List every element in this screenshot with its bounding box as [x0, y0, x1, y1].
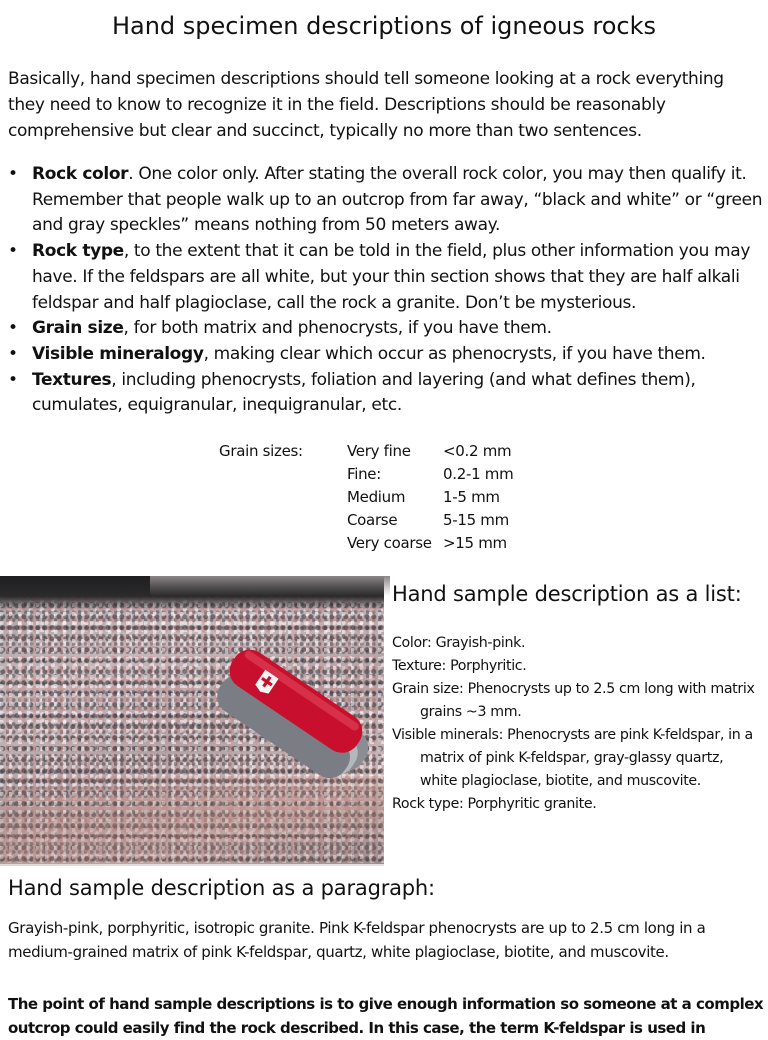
grain-size-range: 0.2-1 mm: [443, 465, 514, 483]
bullet-rock-type: [8, 239, 764, 316]
bullet-term: Rock color: [32, 164, 129, 184]
swiss-army-knife: [0, 576, 384, 864]
bullet-dot: •: [8, 343, 18, 364]
bullet-dot: •: [8, 241, 18, 262]
grain-sizes-table: [347, 440, 513, 555]
grain-size-range: 1-5 mm: [443, 488, 500, 506]
bullet-term: Visible mineralogy: [32, 343, 204, 364]
paragraph-section-heading: Hand sample description as a paragraph:: [8, 876, 435, 900]
intro-paragraph: Basically, hand specimen descriptions should tell someone looking at a rock everything they need to know to recognize it in the field. Descriptions should be reasonably comprehensive but clear and succinct, typically no more than two sentences.: [8, 69, 724, 141]
list-description-row: Color: Grayish-pink.: [392, 635, 526, 651]
grain-size-row: [347, 532, 513, 555]
bullet-grain-size: [8, 316, 764, 342]
grain-size-name: Medium: [347, 488, 406, 506]
grain-size-name: Fine:: [347, 465, 381, 483]
bullet-visible-mineralogy: [8, 342, 764, 368]
list-description-row: Grain size: Phenocrysts up to 2.5 cm long with matrix grains ~3 mm.: [392, 681, 755, 720]
grain-size-range: 5-15 mm: [443, 511, 509, 529]
bullet-text: , including phenocrysts, foliation and layering (and what defines them), cumulates, equigranular, inequigranular, etc.: [32, 369, 696, 416]
bullet-text: . One color only. After stating the overall rock color, you may then qualify it. Remember that people walk up to an outcrop from far away, “black and white” or “green and gray speckles” means nothing from 50 meters away.: [32, 164, 763, 236]
granite-photo: [0, 576, 384, 864]
grain-sizes-label: Grain sizes:: [219, 442, 303, 460]
bullet-term: Rock type: [32, 241, 124, 262]
list-section-heading: Hand sample description as a list:: [392, 582, 742, 606]
page-title: Hand specimen descriptions of igneous rocks: [111, 12, 657, 40]
bullet-text: , for both matrix and phenocrysts, if you have them.: [123, 318, 552, 339]
closing-note: The point of hand sample descriptions is to give enough information so someone at a complex outcrop could easily find the rock described. In this case, the term K-feldspar is used in: [8, 995, 764, 1037]
grain-size-row: [347, 486, 513, 509]
grain-size-row: [347, 509, 513, 532]
grain-size-name: Very coarse: [347, 534, 432, 552]
guideline-list: [8, 162, 764, 419]
bullet-text: , making clear which occur as phenocrysts, if you have them.: [203, 343, 706, 364]
grain-size-name: Coarse: [347, 511, 398, 529]
bullet-dot: •: [8, 318, 18, 339]
bullet-term: Grain size: [32, 318, 124, 339]
grain-size-range: >15 mm: [443, 534, 507, 552]
bullet-textures: [8, 368, 764, 419]
list-description-row: Visible minerals: Phenocrysts are pink K-feldspar, in a matrix of pink K-feldspar, gray-glassy quartz, white plagioclase, biotite, and muscovite.: [392, 727, 753, 789]
bullet-text: , to the extent that it can be told in the field, plus other information you may have. If the feldspars are all white, but your thin section shows that they are half alkali feldspar and half plagioclase, call the rock a granite. Don’t be mysterious.: [32, 241, 751, 313]
bullet-dot: •: [8, 164, 18, 184]
paragraph-description: Grayish-pink, porphyritic, isotropic granite. Pink K-feldspar phenocrysts are up to 2.5 cm long in a medium-grained matrix of pink K-feldspar, quartz, white plagioclase, biotite, and muscovite.: [8, 919, 706, 961]
list-description-row: Texture: Porphyritic.: [392, 658, 527, 674]
grain-size-name: Very fine: [347, 442, 411, 460]
list-description-row: Rock type: Porphyritic granite.: [392, 796, 597, 812]
list-description: [392, 632, 764, 816]
bullet-dot: •: [8, 369, 18, 390]
bullet-term: Textures: [32, 369, 112, 390]
grain-size-row: [347, 463, 513, 486]
grain-size-row: [347, 440, 513, 463]
bullet-rock-color: [8, 162, 764, 239]
grain-size-range: <0.2 mm: [443, 442, 512, 460]
